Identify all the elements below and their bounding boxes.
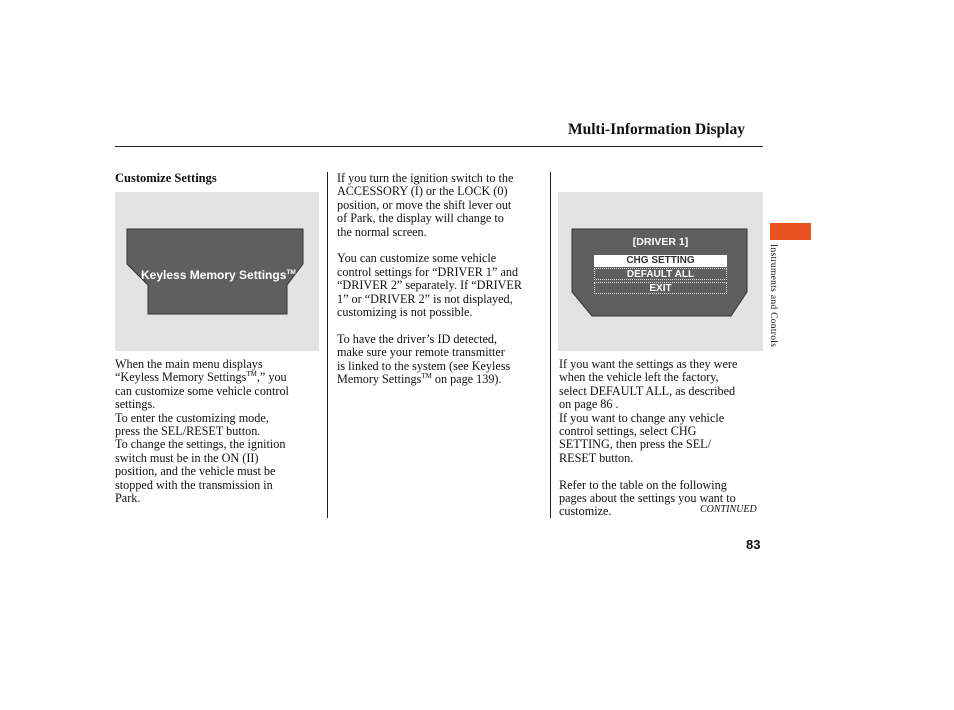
paragraph-gap [337, 239, 545, 252]
text-line: settings. [115, 397, 156, 412]
text-line: position, or move the shift lever out [337, 197, 512, 212]
text-line: is linked to the system (see Keyless [337, 358, 511, 373]
text-line: If you want the settings as they were [559, 357, 738, 371]
paragraph-gap [337, 319, 545, 332]
text-line: make sure your remote transmitter [337, 345, 505, 360]
text-line: Park. [115, 491, 141, 506]
text-line [115, 371, 323, 384]
text-line: position, and the vehicle must be [115, 464, 276, 479]
text-line: ACCESSORY (I) or the LOCK (0) [337, 184, 508, 199]
lcd-keyless-text [141, 268, 296, 282]
text-line: select DEFAULT ALL, as described [559, 383, 736, 398]
tm-mark: TM [246, 370, 257, 379]
text-line: the normal screen. [337, 224, 427, 239]
middle-body-text [337, 172, 545, 386]
text-line: can customize some vehicle control [115, 383, 289, 398]
paragraph-gap [559, 465, 767, 478]
text-line: control settings for “DRIVER 1” and [337, 264, 519, 279]
text-span: ,” you [256, 370, 287, 385]
text-line: switch must be in the ON (II) [115, 450, 259, 465]
section-tab-marker [770, 223, 811, 240]
side-tab-label: Instruments and Controls [768, 244, 778, 348]
column-divider-right [550, 172, 551, 518]
menu-item-exit[interactable]: EXIT [594, 282, 727, 294]
lcd-keyless-label: Keyless Memory Settings [141, 268, 287, 282]
text-line: To change the settings, the ignition [115, 437, 286, 452]
section-title: Customize Settings [115, 171, 217, 185]
text-line: You can customize some vehicle [337, 251, 497, 266]
text-line: Refer to the table on the following [559, 477, 727, 492]
text-line: 1” or “DRIVER 2” is not displayed, [337, 291, 513, 306]
text-line: “DRIVER 2” separately. If “DRIVER [337, 278, 523, 293]
text-line: press the SEL/RESET button. [115, 424, 261, 439]
text-line: stopped with the transmission in [115, 477, 273, 492]
text-line: SETTING, then press the SEL/ [559, 437, 711, 452]
tm-mark: TM [421, 372, 432, 380]
text-line: control settings, select CHG [559, 424, 697, 439]
text-line: RESET button. [559, 450, 634, 465]
text-line: If you want to change any vehicle [559, 410, 725, 425]
text-span: Memory Settings [337, 372, 422, 387]
text-line: customizing is not possible. [337, 305, 473, 320]
display-image-keyless [115, 192, 319, 351]
text-line: To have the driver’s ID detected, [337, 331, 498, 346]
continued-label: CONTINUED [700, 504, 757, 515]
lcd-driver-title: [DRIVER 1] [632, 236, 689, 248]
text-line: When the main menu displays [115, 357, 263, 371]
text-line: when the vehicle left the factory, [559, 370, 719, 385]
display-image-driver [558, 192, 763, 351]
text-line [337, 373, 545, 386]
text-span: “Keyless Memory Settings [115, 370, 247, 385]
menu-item-default-all[interactable]: DEFAULT ALL [594, 268, 727, 280]
text-line: pages about the settings you want to [559, 491, 736, 506]
text-line: If you turn the ignition switch to the [337, 171, 514, 185]
text-line: customize. [559, 504, 612, 519]
lcd-tm-mark: TM [286, 269, 296, 276]
text-line: To enter the customizing mode, [115, 410, 269, 425]
right-body-text [559, 358, 767, 519]
page-title: Multi-Information Display [568, 121, 745, 138]
text-line: on page 86 . [559, 397, 619, 412]
text-span: on page 139). [431, 372, 502, 387]
column-divider-left [327, 172, 328, 518]
page-number: 83 [746, 537, 761, 552]
left-body-text [115, 358, 323, 505]
header-divider [115, 146, 763, 147]
menu-item-chg-setting[interactable]: CHG SETTING [594, 255, 727, 267]
text-line: of Park, the display will change to [337, 211, 504, 226]
